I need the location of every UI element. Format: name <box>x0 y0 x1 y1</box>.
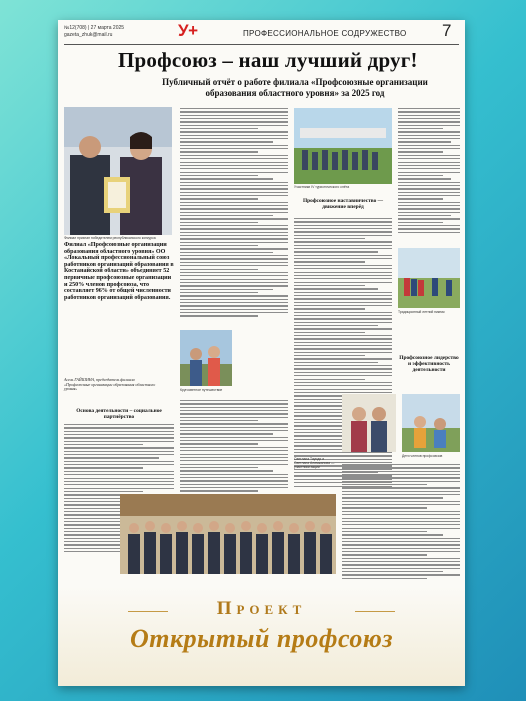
photo-journey <box>180 330 232 386</box>
masthead-divider <box>64 44 459 45</box>
caption-picnic: Традиционный летний пикник <box>398 310 445 314</box>
photo-tourist-rally <box>294 108 392 184</box>
section-title-partnership: Основа деятельности – социальное партнёрство <box>76 408 162 420</box>
section-title: ПРОФЕССИОНАЛЬНОЕ СОДРУЖЕСТВО <box>243 29 407 38</box>
lead-paragraph: Филиал «Профсоюзные организации образования областного уровня» ОО «Локальный профессиональный союз работников организаций образования в Костанайской области» объединяет 52 первичные профсоюзные организации и 250% членов профсоюза, что составляет 96% от общей численности работников организаций образования. <box>64 242 174 301</box>
text-column-2 <box>180 108 288 319</box>
caption-tourist-rally: Участники IV туристического слёта <box>294 185 350 189</box>
text-column-4b <box>342 464 460 581</box>
headline: Профсоюз – наш лучший друг! <box>118 48 418 72</box>
photo-group <box>120 494 336 574</box>
caption-journey: Кругосветное путешествие <box>180 388 223 392</box>
caption-action: Светлана Тауиди и Светлана Алимжанова — участники акции <box>294 457 335 469</box>
newspaper-page <box>58 20 465 686</box>
email: gazeta_zhuk@mail.ru <box>64 32 113 38</box>
masthead-issue <box>64 25 124 39</box>
footer-project-title: Открытый профсоюз <box>129 624 394 653</box>
signature: Асель ГАЙШИНА, председатель филиала «Профсоюзные организации образования областного уровня» <box>64 377 156 392</box>
issue-date: №12(708) | 27 марта 2025 <box>64 25 125 31</box>
photo-leadership <box>342 394 396 452</box>
page-number: 7 <box>442 21 452 40</box>
text-column-4 <box>398 108 460 235</box>
photo-award <box>64 107 172 235</box>
subheadline: Публичный отчёт о работе филиала «Профсоюзные организации образования областного уровня» за 2025 год <box>162 77 428 98</box>
caption-children: Дети членов профсоюзов <box>402 454 443 458</box>
section-title-mentorship: Профсоюзное наставничество — движение вперёд <box>302 198 384 210</box>
section-title-leadership: Профсоюзное лидерство и эффективность деятельности <box>399 355 459 373</box>
footer-project-label: Проект <box>216 598 307 619</box>
photo-children <box>402 394 460 452</box>
logo: У+ <box>178 21 198 40</box>
photo-picnic <box>398 248 460 308</box>
caption-award: Филиал признан победителем республиканского конкурса <box>64 236 156 240</box>
